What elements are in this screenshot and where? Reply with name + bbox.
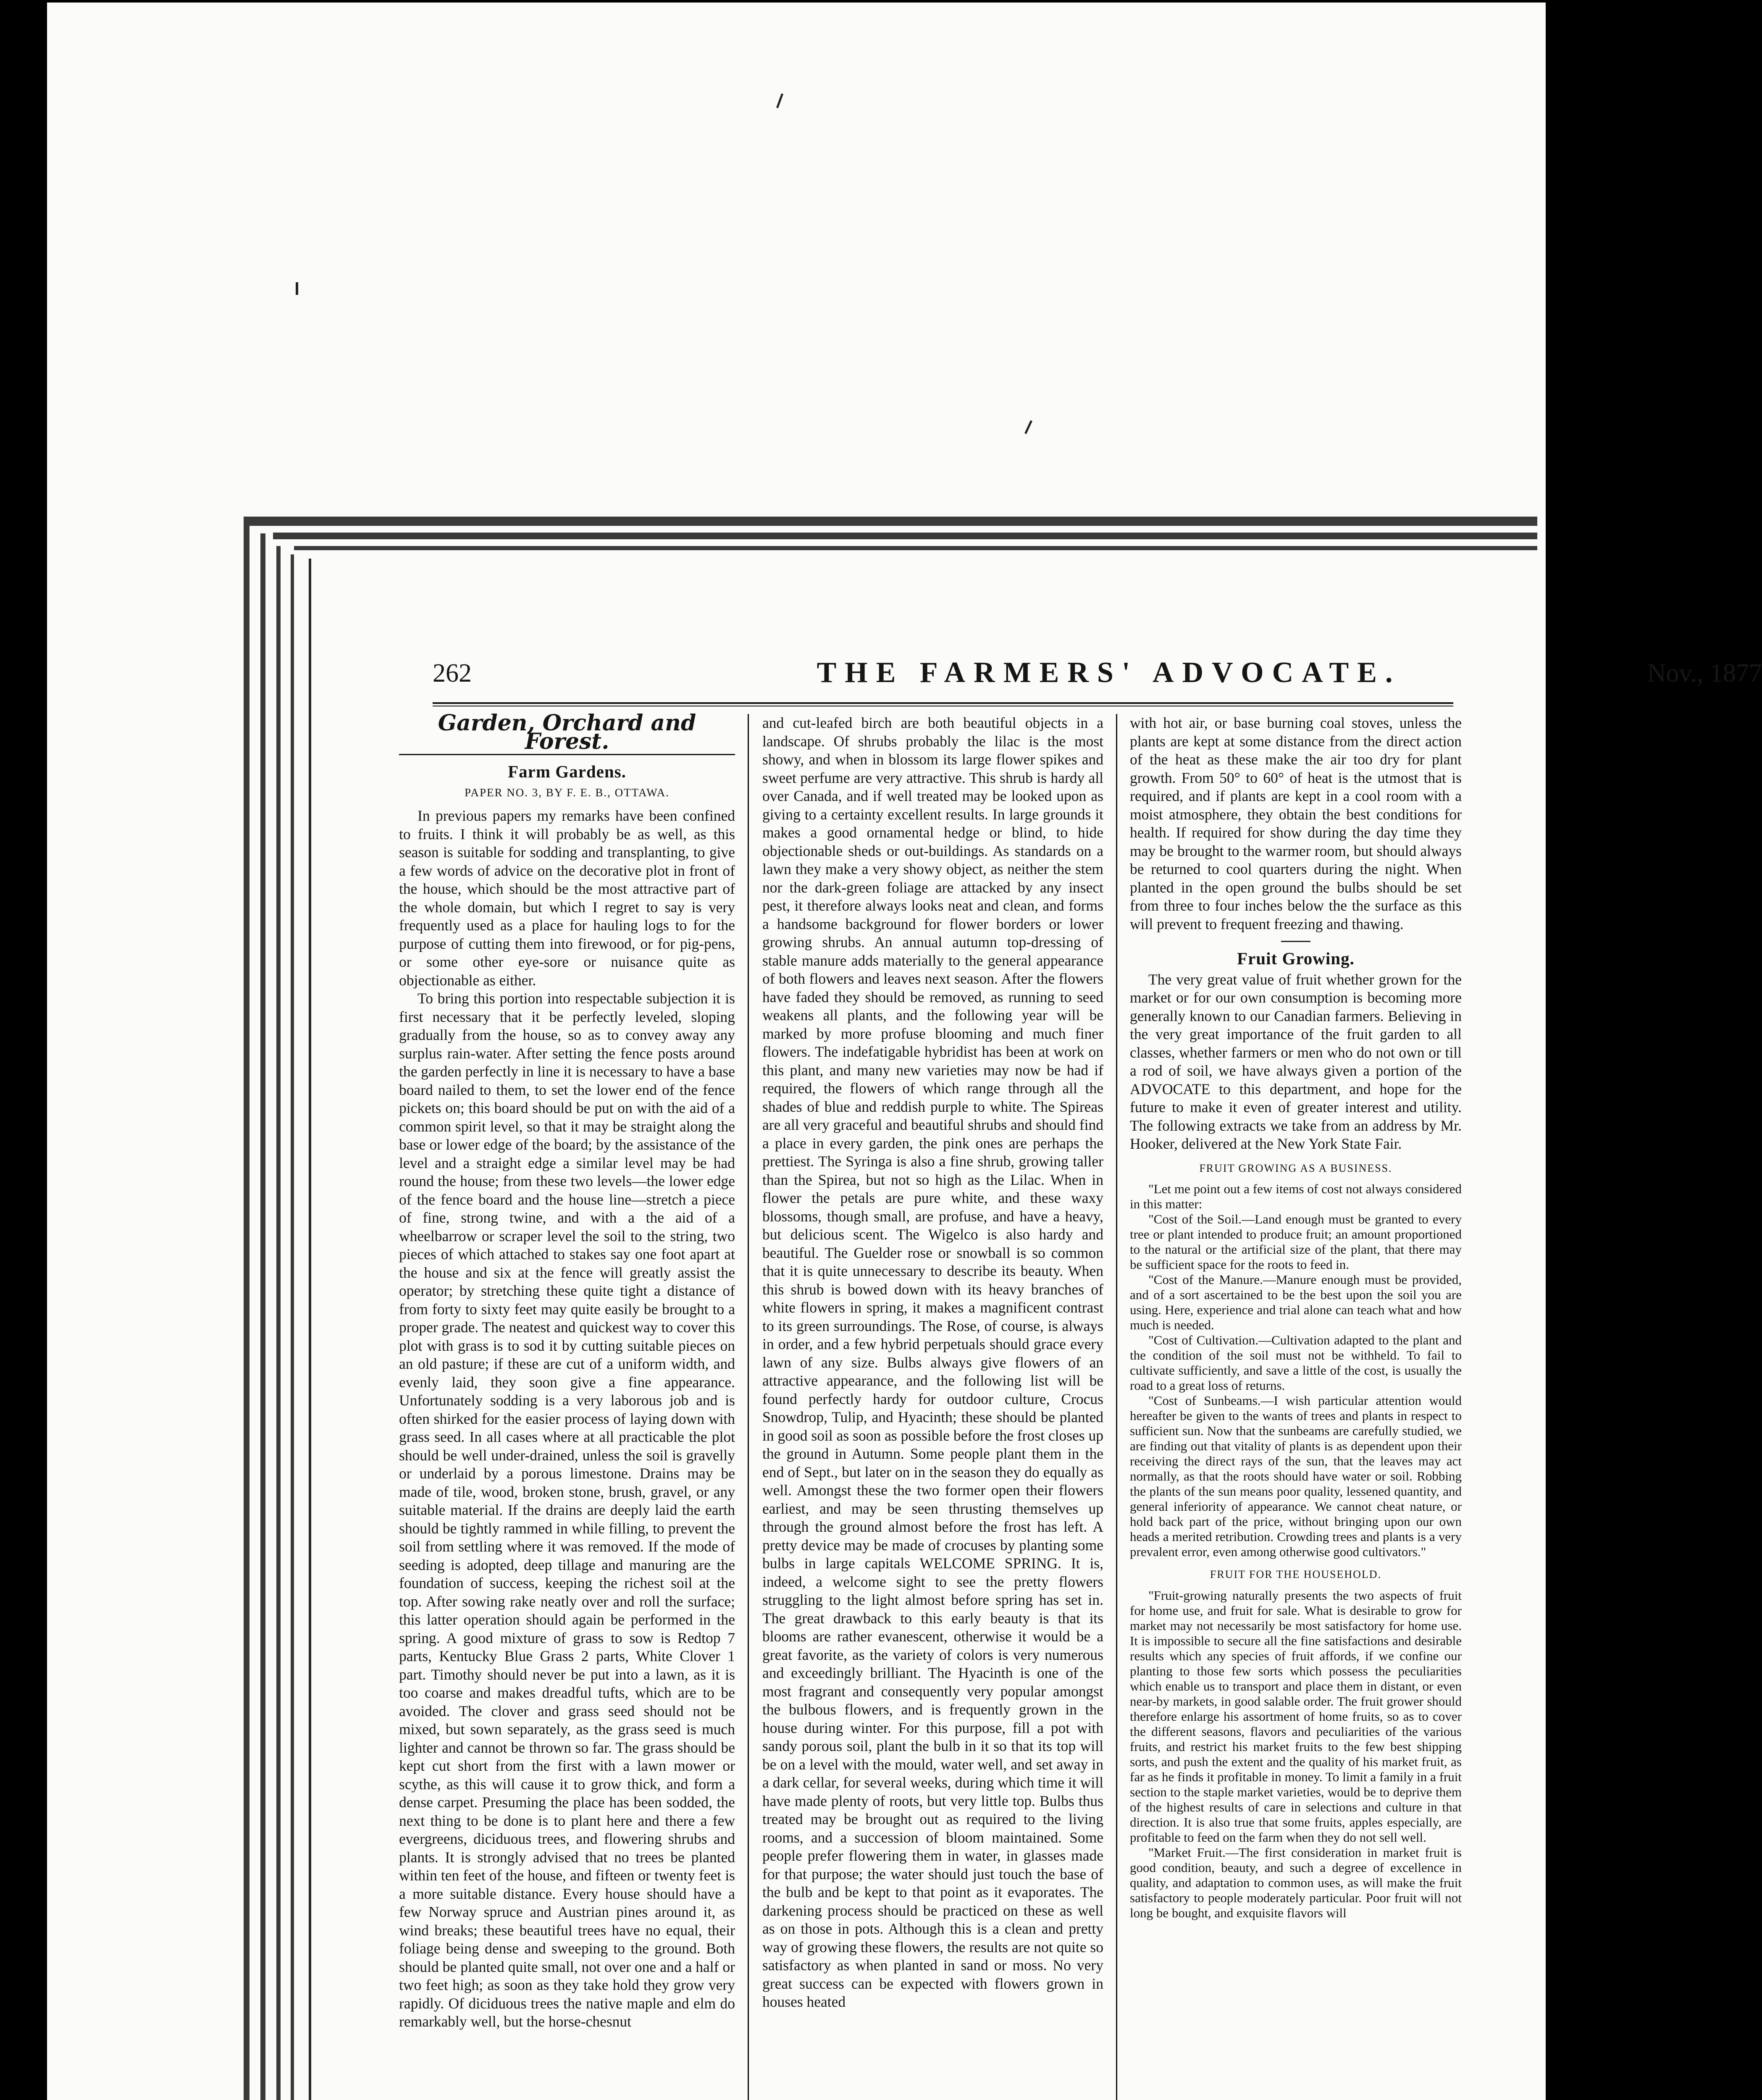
- quoted-paragraph: "Let me point out a few items of cost not always considered in this matter:: [1130, 1181, 1462, 1211]
- article-paragraph: with hot air, or base burning coal stoves, unless the plants are kept at some distance from the direct action of the heat as these make the air too dry for plant growth. From 50° to 60° of heat is the utmost that is required, and if plants are kept in a cool room with a moist atmosphere, they obtain the best conditions for health. If required for show during the day time they may be brought to the warmer room, but should always be returned to cool quarters during the night. When planted in the open ground the bulbs should be set from three to four inches below the the surface as this will prevent to frequent freezing and thawing.: [1130, 714, 1462, 932]
- article-byline: PAPER NO. 3, BY F. E. B., OTTAWA.: [464, 786, 670, 799]
- quoted-paragraph: "Market Fruit.—The first consideration in market fruit is good condition, beauty, and such a degree of excellence in quality, and adaptation to common uses, as will make the fruit satisfactory to people moderately particular. Poor fruit will not long be bought, and exquisite flavors will: [1130, 1845, 1462, 1920]
- column-2: [762, 714, 1103, 2100]
- column-rule: [748, 714, 749, 2100]
- quoted-paragraph: "Fruit-growing naturally presents the two aspects of fruit for home use, and fruit for sale. What is desirable to grow for market may not necessarily be most satisfactory for home use. It is impossible to secure all the fine satisfactions and desirable results which any species of fruit affords, if we confine our planting to those few sorts which possess the peculiarities which enable us to transport and place them in distant, or even near-by markets, in good salable order. The fruit grower should therefore enlarge his assortment of home fruits, so as to cover the different seasons, flavors and peculiarities of the various fruits, and restrict his market fruits to the few best shipping sorts, and push the extent and the quality of his market fruit, as far as he finds it profitable in money. To limit a family in a fruit section to the staple market varieties, would be to deprive them of the highest results of care in selections and culture in that direction. It is also true that some fruits, apples especially, are profitable to feed on the farm when they do not sell well.: [1130, 1588, 1462, 1845]
- quoted-paragraph: "Cost of the Manure.—Manure enough must be provided, and of a sort ascertained to be the best upon the soil you are using. Here, experience and trial alone can teach what and how much is needed.: [1130, 1272, 1462, 1332]
- section-heading: Garden, Orchard and Forest.: [438, 710, 696, 754]
- separator-rule: [1281, 941, 1310, 942]
- header-rule: [433, 702, 1453, 704]
- binding-left-edge: [291, 554, 294, 2100]
- article-paragraph: To bring this portion into respectable subjection it is first necessary that it be perfectly leveled, sloping gradually from the house, so as to convey away any surplus rain-water. After setting the fence posts around the garden perfectly in line it is necessary to have a base board nailed to them, to set the lower end of the fence pickets on; this board should be put on with the aid of a common spirit level, so that it may be straight along the base or lower edge of the board; by the assistance of the level and a straight edge a similar level may be had round the house; from these two levels—the lower edge of the fence board and the house line—stretch a piece of fine, strong twine, and with a the aid of a wheelbarrow or scraper level the soil to the string, two pieces of which attached to stakes say one foot apart at the house and six at the fence will greatly assist the operator; by stretching these quite tight a distance of from forty to sixty feet may quite easily be brought to a proper grade. The neatest and quickest way to cover this plot with grass is to sod it by cutting suitable pieces on an old pasture; if these are cut of a uniform width, and evenly laid, they soon give a fine appearance. Unfortunately sodding is a very laborous job and is often shirked for the easier process of laying down with grass seed. In all cases where at all practicable the plot should be well under-drained, unless the soil is gravelly or underlaid by a porous limestone. Drains may be made of tile, wood, broken stone, brush, gravel, or any suitable material. If the drains are deeply laid the earth should be tightly rammed in while filling, to prevent the soil from settling where it was removed. If the mode of seeding is adopted, deep tillage and manuring are the foundation of success, keeping the richest soil at the top. After sowing rake neatly over and roll the surface; this latter operation should again be performed in the spring. A good mixture of grass to sow is Redtop 7 parts, Kentucky Blue Grass 2 parts, White Clover 1 part. Timothy should never be put into a lawn, as it is too coarse and makes dreadful tufts, which are to be avoided. The clover and grass seed should not be mixed, but sown separately, as the grass seed is much lighter and cannot be thrown so far. The grass should be kept cut short from the first with a lawn mower or scythe, as this will cause it to grow thick, and form a dense carpet. Presuming the place has been sodded, the next thing to be done is to plant here and there a few evergreens, diciduous trees, and flowering shrubs and plants. It is strongly advised that no trees be planted within ten feet of the house, and fifteen or twenty feet is a more suitable distance. Every house should have a few Norway spruce and Austrian pines around it, as wind breaks; these beautiful trees have no equal, their foliage being dense and sweeping to the ground. Both should be planted quite small, not over one and a half or two feet high; as soon as they take hold they grow very rapidly. Of diciduous trees the native maple and elm do remarkably well, but the horse-chesnut: [399, 990, 735, 2030]
- binding-left-edge: [260, 533, 265, 2100]
- section-rule: [399, 754, 735, 755]
- scan-speck: [296, 282, 298, 295]
- page-header: [433, 650, 1762, 701]
- masthead: THE FARMERS' ADVOCATE.: [817, 656, 1401, 689]
- column-rule: [1116, 714, 1117, 2100]
- binding-top-edge: [273, 533, 1537, 539]
- binding-top-edge: [244, 517, 1537, 526]
- sub-heading: FRUIT GROWING AS A BUSINESS.: [1199, 1162, 1392, 1174]
- sub-heading: FRUIT FOR THE HOUSEHOLD.: [1210, 1568, 1382, 1580]
- column-1: [399, 710, 735, 2100]
- article-title: Fruit Growing.: [1237, 949, 1355, 968]
- binding-top-edge: [294, 546, 1537, 550]
- binding-left-edge: [276, 546, 281, 2100]
- page-number: 262: [433, 659, 472, 688]
- article-paragraph: In previous papers my remarks have been confined to fruits. I think it will probably be as well, as this season is suitable for sodding and transplanting, to give a few words of advice on the decorative plot in front of the house, which should be the most attractive part of the whole domain, but which I regret to say is very frequently used as a place for hauling logs to for the purpose of cutting them into firewood, or for pig-pens, or some other eye-sore or nuisance quite as objectionable as either.: [399, 807, 735, 989]
- article-paragraph: and cut-leafed birch are both beautiful objects in a landscape. Of shrubs probably the lilac is the most showy, and when in blossom its large flower spikes and sweet perfume are very attractive. This shrub is hardy all over Canada, and if well treated may be looked upon as giving to a certainty excellent results. In large grounds it makes a good ornamental hedge or blind, to hide objectionable sheds or out-buildings. As standards on a lawn they make a very showy object, as neither the stem nor the dark-green foliage are attacked by any insect pest, it therefore always looks neat and clean, and forms a handsome background for flower borders or lower growing shrubs. An annual autumn top-dressing of stable manure adds materially to the general appearance of both flowers and leaves next season. After the flowers have faded they should be removed, as running to seed weakens all plants, and the following year will be marked by more profuse blooming and much finer flowers. The indefatigable hybridist has been at work on this plant, and many new varieties may now be had if required, the flowers of which range through all the shades of blue and reddish purple to white. The Spireas are all very graceful and beautiful shrubs and should find a place in every garden, the pink ones are perhaps the prettiest. The Syringa is also a fine shrub, growing taller than the Spirea, but not so high as the Lilac. When in flower the petals are pure white, and these waxy blossoms, though small, are profuse, and have a heavy, but delicious scent. The Wigelco is also hardy and beautiful. The Guelder rose or snowball is so common that it is quite unnecessary to describe its beauty. When this shrub is bowed down with its heavy branches of white flowers in spring, it makes a magnificent contrast to its green surroundings. The Rose, of course, is always in order, and a few hybrid perpetuals should grace every lawn of any size. Bulbs always give flowers of an attractive appearance, and the following list will be found perfectly hardy for outdoor culture, Crocus Snowdrop, Tulip, and Hyacinth; these should be planted in good soil as soon as possible before the frost closes up the ground in Autumn. Some people plant them in the end of Sept., but later on in the season they do equally as well. Amongst these the two former open their flowers earliest, and may be seen thrusting themselves up through the ground almost before the frost has left. A pretty device may be made of crocuses by planting some bulbs in large capitals WELCOME SPRING. It is, indeed, a welcome sight to see the pretty flowers struggling to the light almost before spring has set in. The great drawback to this early beauty is that its blooms are rather evanescent, otherwise it would be a great favorite, as the variety of colors is very numerous and exceedingly brilliant. The Hyacinth is one of the most fragrant and consequently very popular amongst the bulbous flowers, and is frequently grown in the house during winter. For this purpose, fill a pot with sandy porous soil, plant the bulb in it so that its top will be on a level with the mould, water well, and set away in a dark cellar, for several weeks, during which time it will have made plenty of roots, but very little top. Bulbs thus treated may be brought out as required to the living rooms, and a succession of bloom maintained. Some people prefer flowering them in water, in glasses made for that purpose; the water should just touch the base of the bulb and be kept to that point as it evaporates. The darkening process should be practiced on these as well as on those in pots. Although this is a clean and pretty way of growing these flowers, the results are not quite so satisfactory as when planted in sand or moss. No very great success can be expected with flowers grown in houses heated: [762, 714, 1103, 2010]
- binding-left-edge: [244, 517, 249, 2100]
- issue-date: Nov., 1877: [1647, 659, 1762, 688]
- article-paragraph: The very great value of fruit whether grown for the market or for our own consumption is becoming more generally known to our Canadian farmers. Believing in the very great importance of the fruit garden to all classes, whether farmers or men who do not own or till a rod of soil, we have always given a portion of the ADVOCATE to this department, and hope for the future to make it even of greater interest and utility. The following extracts we take from an address by Mr. Hooker, delivered at the New York State Fair.: [1130, 971, 1462, 1152]
- column-3: [1130, 714, 1462, 2100]
- quoted-paragraph: "Cost of Cultivation.—Cultivation adapted to the plant and the condition of the soil must not be withheld. To fail to cultivate sufficiently, and save a little of the cost, is usually the road to a great loss of returns.: [1130, 1333, 1462, 1393]
- quoted-paragraph: "Cost of the Soil.—Land enough must be granted to every tree or plant intended to produce fruit; an amount proportioned to the natural or the artificial size of the plant, that there may be sufficient space for the roots to feed in.: [1130, 1212, 1462, 1272]
- quoted-paragraph: "Cost of Sunbeams.—I wish particular attention would hereafter be given to the wants of trees and plants in respect to sufficient sun. Now that the sunbeams are carefully studied, we are finding out that vitality of plants is as dependent upon their receiving the direct rays of the sun, that the leaves may act normally, as that the roots should have water or soil. Robbing the plants of the sun means poor quality, lessened quantity, and general inferiority of appearance. We cannot cheat nature, or hold back part of the price, without bringing upon our own heads a merited retribution. Crowding trees and plants is a very prevalent error, even among otherwise good cultivators.": [1130, 1393, 1462, 1559]
- article-title: Farm Gardens.: [508, 762, 626, 781]
